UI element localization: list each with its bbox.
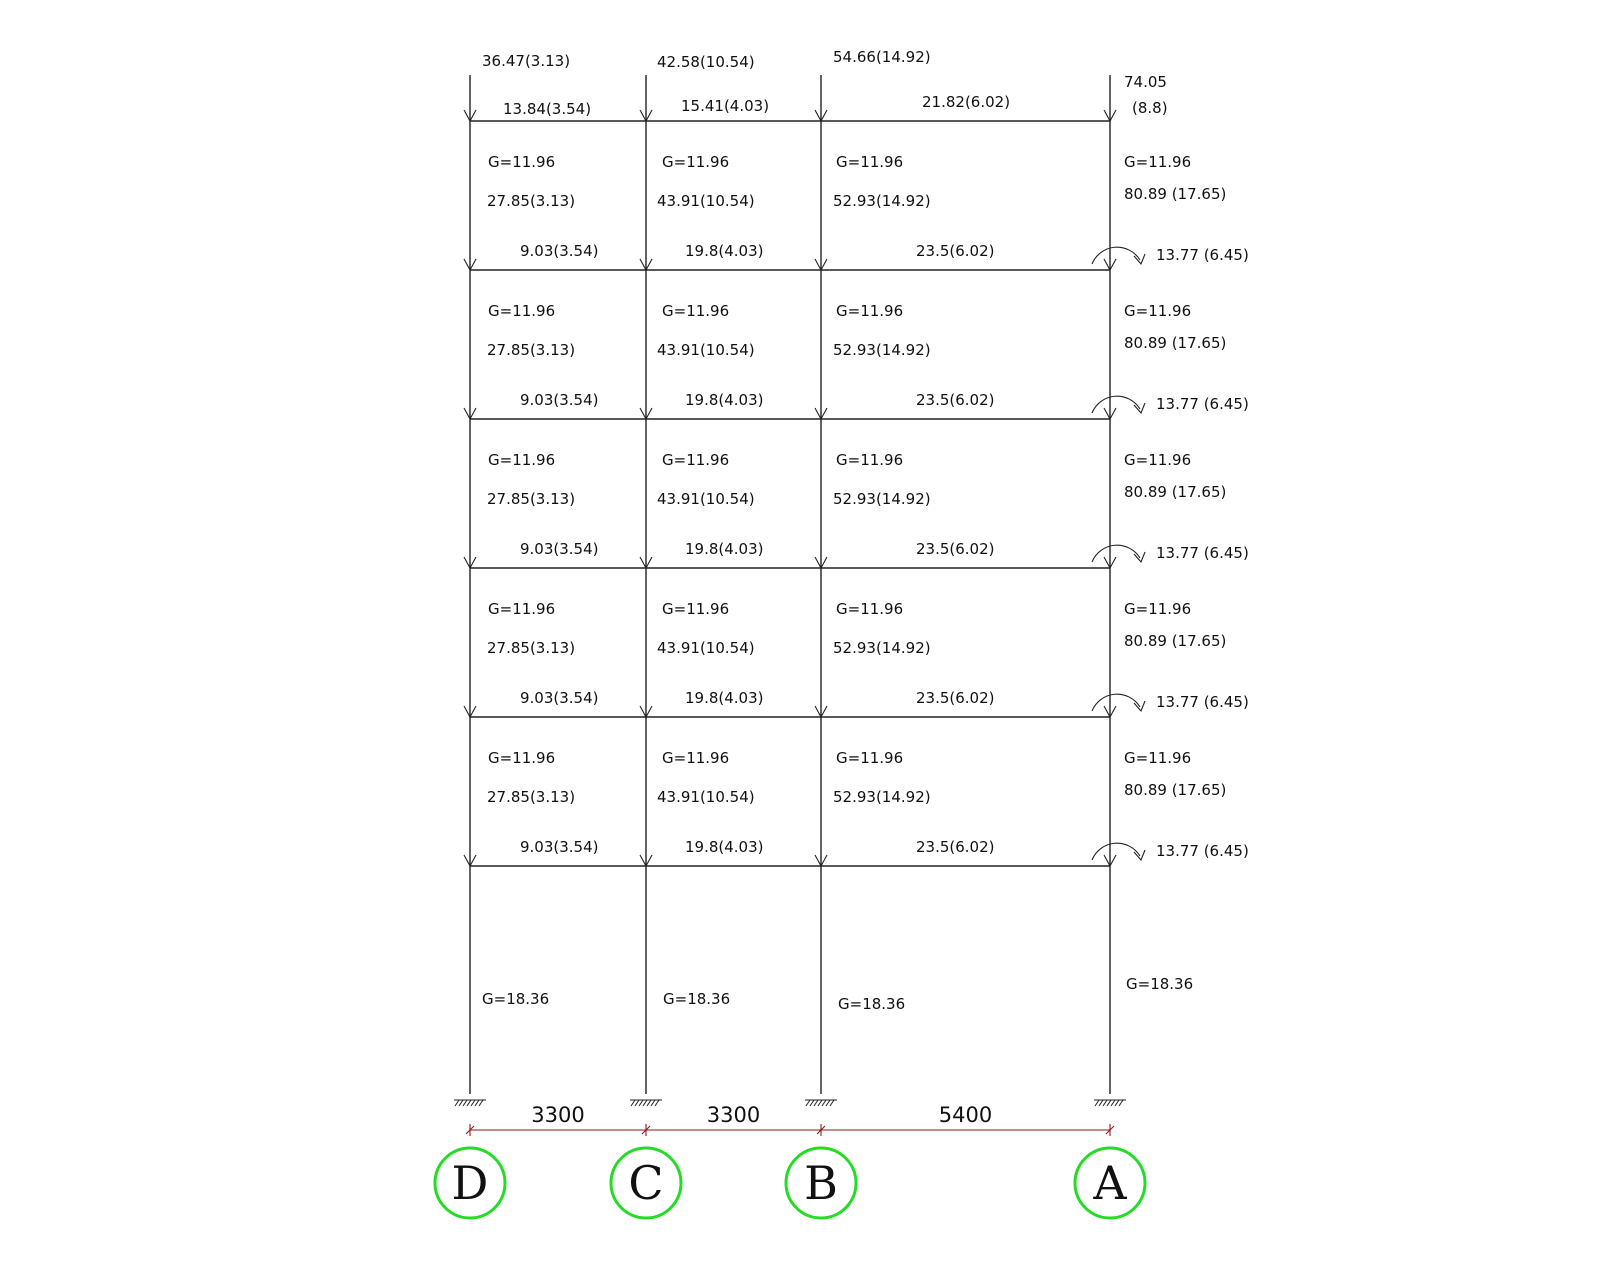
column-load-label-c: 43.91(10.54) [657, 490, 755, 508]
self-weight-label-b: G=11.96 [836, 451, 904, 469]
moment-arc-1 [1092, 247, 1140, 264]
column-load-label-a: 80.89 (17.65) [1124, 781, 1227, 799]
beam-load-label-2: 23.5(6.02) [916, 838, 995, 856]
top-load-a-value: 74.05 [1124, 73, 1167, 91]
column-load-label-c: 43.91(10.54) [657, 639, 755, 657]
frame-structure [470, 75, 1110, 1094]
self-weight-label-a: G=11.96 [1124, 302, 1192, 320]
fixed-support-a [1094, 1100, 1126, 1106]
beam-load-label-2: 23.5(6.02) [916, 242, 995, 260]
column-load-label-d: 27.85(3.13) [487, 192, 576, 210]
beam-load-label-1: 19.8(4.03) [685, 242, 764, 260]
column-load-label-a: 80.89 (17.65) [1124, 185, 1227, 203]
self-weight-label-c: G=11.96 [662, 600, 730, 618]
column-load-label-b: 52.93(14.92) [833, 192, 931, 210]
axis-label: C [628, 1156, 664, 1210]
self-weight-label-d: G=11.96 [488, 302, 556, 320]
beam-load-label-1: 19.8(4.03) [685, 689, 764, 707]
floor-5-labels [487, 749, 1249, 860]
axis-label: A [1093, 1156, 1127, 1210]
roof-beam-load-dc: 13.84(3.54) [503, 100, 592, 118]
self-weight-label-d: G=11.96 [488, 153, 556, 171]
span-dimension-2: 5400 [938, 1103, 993, 1127]
beam-load-label-2: 23.5(6.02) [916, 391, 995, 409]
span-dimension-0: 3300 [531, 1103, 585, 1127]
load-labels [482, 48, 1249, 1013]
floor-3-labels [487, 451, 1249, 562]
self-weight-label-a: G=11.96 [1124, 153, 1192, 171]
column-load-label-a: 80.89 (17.65) [1124, 632, 1227, 650]
moment-arc-2 [1092, 396, 1140, 413]
beam-load-label-1: 19.8(4.03) [685, 540, 764, 558]
moment-label: 13.77 (6.45) [1156, 693, 1249, 711]
self-weight-label-b: G=11.96 [836, 302, 904, 320]
ground-self-weight-a: G=18.36 [1126, 975, 1194, 993]
column-load-label-d: 27.85(3.13) [487, 788, 576, 806]
column-load-label-d: 27.85(3.13) [487, 490, 576, 508]
beam-load-label-0: 9.03(3.54) [520, 689, 599, 707]
moment-label: 13.77 (6.45) [1156, 246, 1249, 264]
fixed-support-c [630, 1100, 662, 1106]
floor-4-labels [487, 600, 1249, 711]
axis-marker-c [611, 1148, 681, 1218]
beam-load-label-1: 19.8(4.03) [685, 838, 764, 856]
beam-load-label-2: 23.5(6.02) [916, 540, 995, 558]
column-load-label-b: 52.93(14.92) [833, 341, 931, 359]
ground-self-weight-b: G=18.36 [838, 995, 906, 1013]
self-weight-label-a: G=11.96 [1124, 749, 1192, 767]
column-load-label-b: 52.93(14.92) [833, 788, 931, 806]
beam-load-label-0: 9.03(3.54) [520, 391, 599, 409]
dimension-lines [466, 1103, 1114, 1136]
column-load-label-c: 43.91(10.54) [657, 788, 755, 806]
top-load-b: 54.66(14.92) [833, 48, 931, 66]
moment-arc-4 [1092, 694, 1140, 711]
self-weight-label-c: G=11.96 [662, 749, 730, 767]
fixed-support-b [805, 1100, 837, 1106]
self-weight-label-d: G=11.96 [488, 749, 556, 767]
self-weight-label-b: G=11.96 [836, 600, 904, 618]
top-load-a-bracket: (8.8) [1132, 99, 1168, 117]
top-load-d: 36.47(3.13) [482, 52, 571, 70]
axis-label: D [451, 1156, 489, 1210]
top-load-c: 42.58(10.54) [657, 53, 755, 71]
self-weight-label-c: G=11.96 [662, 302, 730, 320]
beam-load-label-0: 9.03(3.54) [520, 838, 599, 856]
self-weight-label-b: G=11.96 [836, 749, 904, 767]
beam-load-label-0: 9.03(3.54) [520, 242, 599, 260]
column-load-label-a: 80.89 (17.65) [1124, 334, 1227, 352]
roof-beam-load-cb: 15.41(4.03) [681, 97, 770, 115]
moment-label: 13.77 (6.45) [1156, 842, 1249, 860]
column-load-label-b: 52.93(14.92) [833, 490, 931, 508]
self-weight-label-c: G=11.96 [662, 451, 730, 469]
column-load-label-d: 27.85(3.13) [487, 341, 576, 359]
self-weight-label-c: G=11.96 [662, 153, 730, 171]
ground-self-weight-c: G=18.36 [663, 990, 731, 1008]
column-load-label-c: 43.91(10.54) [657, 341, 755, 359]
axis-marker-b [786, 1148, 856, 1218]
floor-2-labels [487, 302, 1249, 413]
moment-arc-5 [1092, 843, 1140, 860]
self-weight-label-d: G=11.96 [488, 600, 556, 618]
axis-marker-d [435, 1148, 505, 1218]
floor-1-labels [487, 153, 1249, 264]
column-load-label-b: 52.93(14.92) [833, 639, 931, 657]
self-weight-label-a: G=11.96 [1124, 600, 1192, 618]
span-dimension-1: 3300 [706, 1103, 761, 1127]
moment-arc-3 [1092, 545, 1140, 562]
fixed-support-d [454, 1100, 486, 1106]
beam-load-label-2: 23.5(6.02) [916, 689, 995, 707]
self-weight-label-a: G=11.96 [1124, 451, 1192, 469]
self-weight-label-d: G=11.96 [488, 451, 556, 469]
axis-label: B [804, 1156, 838, 1210]
moment-label: 13.77 (6.45) [1156, 544, 1249, 562]
beam-load-label-1: 19.8(4.03) [685, 391, 764, 409]
moment-label: 13.77 (6.45) [1156, 395, 1249, 413]
column-load-label-c: 43.91(10.54) [657, 192, 755, 210]
axis-markers [435, 1148, 1145, 1218]
column-load-label-a: 80.89 (17.65) [1124, 483, 1227, 501]
axis-marker-a [1075, 1148, 1145, 1218]
ground-self-weight-d: G=18.36 [482, 990, 550, 1008]
roof-beam-load-ba: 21.82(6.02) [922, 93, 1011, 111]
load-arrows [464, 110, 1145, 866]
column-load-label-d: 27.85(3.13) [487, 639, 576, 657]
self-weight-label-b: G=11.96 [836, 153, 904, 171]
beam-load-label-0: 9.03(3.54) [520, 540, 599, 558]
